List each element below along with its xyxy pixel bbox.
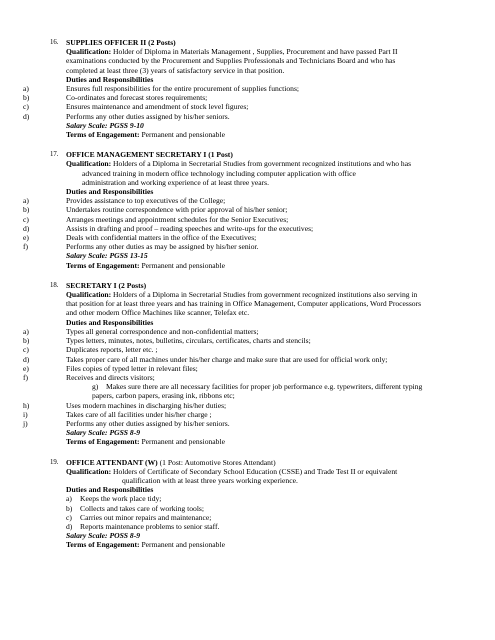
section-number: 19. (50, 458, 59, 466)
list-text: Duplicates reports, letter etc. ; (66, 345, 158, 355)
list-letter: a) (66, 494, 72, 504)
list-letter: b) (23, 205, 30, 215)
list-text: Performs any other duties assigned by his/her seniors. (66, 418, 230, 428)
list-letter: a) (23, 326, 29, 336)
list-text: Deals with confidential matters in the office of the Executives; (66, 233, 257, 243)
document-page (0, 38, 495, 550)
list-text: Co-ordinates and forecast stores requirements; (66, 93, 208, 103)
terms-label: Terms of Engagement: (66, 437, 140, 447)
list-letter: a) (23, 84, 29, 94)
list-text: Files copies of typed letter in relevant files; (66, 363, 198, 373)
list-item (0, 205, 495, 214)
list-letter: h) (23, 400, 30, 410)
list-text: Makes sure there are all necessary facilities for proper job performance e.g. typewriters, different typing (106, 382, 423, 392)
qualification-text-line: and other modern Office Machines like scanner, Telefax etc. (66, 308, 250, 318)
salary-scale: Salary Scale: PGSS 8-9 (66, 428, 141, 438)
terms-label: Terms of Engagement: (66, 130, 140, 140)
list-item (0, 364, 495, 373)
list-text: Carries out minor repairs and maintenance; (80, 512, 212, 522)
list-text: Reports maintenance problems to senior staff. (80, 521, 220, 531)
list-text: Types all general correspondence and non-confidential matters; (66, 326, 259, 336)
section-title: SECRETARY I (2 Posts) (66, 280, 147, 290)
salary-scale: Salary Scale: PGSS 9-10 (66, 120, 144, 130)
list-item (0, 224, 495, 233)
list-item (0, 504, 495, 513)
duties-heading: Duties and Responsibilities (66, 74, 154, 84)
list-letter: d) (23, 223, 30, 233)
list-letter: d) (66, 521, 73, 531)
list-item (0, 93, 495, 102)
section-number: 16. (50, 39, 59, 46)
terms-of-engagement (0, 130, 495, 139)
list-item (0, 215, 495, 224)
list-item (0, 401, 495, 410)
list-letter: j) (23, 418, 28, 428)
qualification-text: Holders of Certificate of Secondary School Education (CSSE) and Trade Test II or equivalent (111, 466, 398, 476)
qualification-paragraph (0, 290, 495, 299)
list-text: papers, carbon papers, erasing ink, ribbons etc; (92, 391, 235, 401)
list-letter: b) (66, 503, 73, 513)
section-title-suffix: (1 Post: Automotive Stores Attendant) (157, 457, 276, 467)
list-letter: e) (23, 233, 29, 243)
list-text: Takes care of all facilities under his/her charge ; (66, 409, 212, 419)
section-supplies-officer (0, 38, 495, 139)
qualification-label: Qualification: (66, 159, 112, 169)
list-text: Performs any other duties as may be assigned by his/her senior. (66, 242, 259, 252)
list-letter: e) (23, 363, 29, 373)
list-item (0, 345, 495, 354)
list-item (0, 196, 495, 205)
section-heading (0, 38, 495, 47)
list-item (0, 112, 495, 121)
list-letter: i) (23, 409, 28, 419)
list-letter: a) (23, 196, 29, 206)
qualification-text-line: examinations conducted by the Procurement and Supplies Professionals and Technicians Board and who has (66, 56, 396, 66)
qualification-label: Qualification: (66, 290, 112, 300)
list-text: Performs any other duties assigned by his/her seniors. (66, 111, 230, 121)
list-item (0, 410, 495, 419)
salary-scale: Salary Scale: POSS 8-9 (66, 531, 141, 541)
list-item (0, 355, 495, 364)
list-text: Assists in drafting and proof – reading speeches and write-ups for the executives; (66, 223, 314, 233)
list-letter: b) (23, 336, 30, 346)
list-item (0, 373, 495, 382)
section-title: SUPPLIES OFFICER II (2 Posts) (66, 38, 176, 47)
duties-heading: Duties and Responsibilities (66, 187, 154, 197)
qualification-text-line: advanced training in modern office technology including computer application with office (82, 168, 356, 178)
section-office-attendant (0, 458, 495, 550)
list-item (0, 242, 495, 251)
list-text: Types letters, minutes, notes, bulletins, circulars, certificates, charts and stencils; (66, 336, 311, 346)
list-letter: f) (23, 242, 29, 252)
section-heading (0, 150, 495, 159)
terms-of-engagement (0, 261, 495, 270)
list-item (0, 419, 495, 428)
section-office-management-secretary (0, 150, 495, 270)
section-heading (0, 281, 495, 290)
qualification-text: Holders of a Diploma in Secretarial Studies from government recognized institutions also serving in (111, 290, 418, 300)
list-item (0, 513, 495, 522)
list-text: Provides assistance to top executives of the College; (66, 196, 226, 206)
list-letter: d) (23, 354, 30, 364)
qualification-paragraph (0, 159, 495, 168)
qualification-text-line: completed at least three (3) years of satisfactory service in that position. (66, 65, 285, 75)
list-text: Uses modern machines in discharging his/her duties; (66, 400, 227, 410)
qualification-paragraph (0, 47, 495, 56)
list-text: Keeps the work place tidy; (80, 494, 162, 504)
list-letter: d) (23, 111, 30, 121)
list-letter: c) (23, 214, 29, 224)
list-item (0, 84, 495, 93)
qualification-text-line: that position for at least three years and has training in Office Management, Computer applications, Word Processors (66, 299, 422, 309)
list-text: Receives and directs visitors; (66, 372, 155, 382)
list-item (0, 336, 495, 345)
list-text: Undertakes routine correspondence with prior approval of his/her senior; (66, 205, 288, 215)
list-letter: c) (23, 102, 29, 112)
terms-label: Terms of Engagement: (66, 540, 140, 550)
list-text: Arranges meetings and appointment schedules for the Senior Executives; (66, 214, 289, 224)
qualification-text: Holders of a Diploma in Secretarial Studies from government recognized institutions and who has (111, 159, 412, 169)
terms-value: Permanent and pensionable (139, 130, 225, 140)
list-text: Ensures full responsibilities for the entire procurement of supplies functions; (66, 84, 300, 94)
duties-heading: Duties and Responsibilities (66, 317, 154, 327)
terms-label: Terms of Engagement: (66, 260, 140, 270)
list-item (0, 102, 495, 111)
list-letter: f) (23, 372, 29, 382)
salary-scale: Salary Scale: PGSS 13-15 (66, 251, 148, 261)
list-item-continuation (0, 391, 495, 400)
section-title: OFFICE MANAGEMENT SECRETARY I (1 Post) (66, 150, 233, 160)
qualification-text-line: qualification with at least three years working experience. (122, 475, 298, 485)
list-text: Collects and takes care of working tools; (80, 503, 204, 513)
list-letter: c) (23, 345, 29, 355)
list-item (0, 327, 495, 336)
section-heading (0, 458, 495, 467)
qualification-text: Holder of Diploma in Materials Management , Supplies, Procurement and have passed Part II (111, 47, 398, 57)
list-text: Takes proper care of all machines under his/her charge and make sure that are used for official work only; (66, 354, 388, 364)
list-item (0, 522, 495, 531)
terms-value: Permanent and pensionable (139, 260, 225, 270)
list-item-indented (0, 382, 495, 391)
qualification-label: Qualification: (66, 47, 112, 57)
terms-of-engagement (0, 540, 495, 549)
qualification-text-line: administration and working experience of at least three years. (82, 177, 270, 187)
section-number: 18. (50, 281, 59, 289)
terms-value: Permanent and pensionable (139, 540, 225, 550)
list-letter: g) (92, 382, 99, 392)
terms-value: Permanent and pensionable (139, 437, 225, 447)
duties-heading: Duties and Responsibilities (66, 485, 154, 495)
list-item (0, 494, 495, 503)
list-text: Ensures maintenance and amendment of stock level figures; (66, 102, 249, 112)
terms-of-engagement (0, 437, 495, 446)
section-number: 17. (50, 151, 59, 159)
list-letter: b) (23, 93, 30, 103)
qualification-paragraph (0, 467, 495, 476)
list-letter: c) (66, 512, 72, 522)
section-secretary (0, 281, 495, 447)
list-item (0, 233, 495, 242)
qualification-label: Qualification: (66, 466, 112, 476)
section-title: OFFICE ATTENDANT (W) (66, 457, 158, 467)
